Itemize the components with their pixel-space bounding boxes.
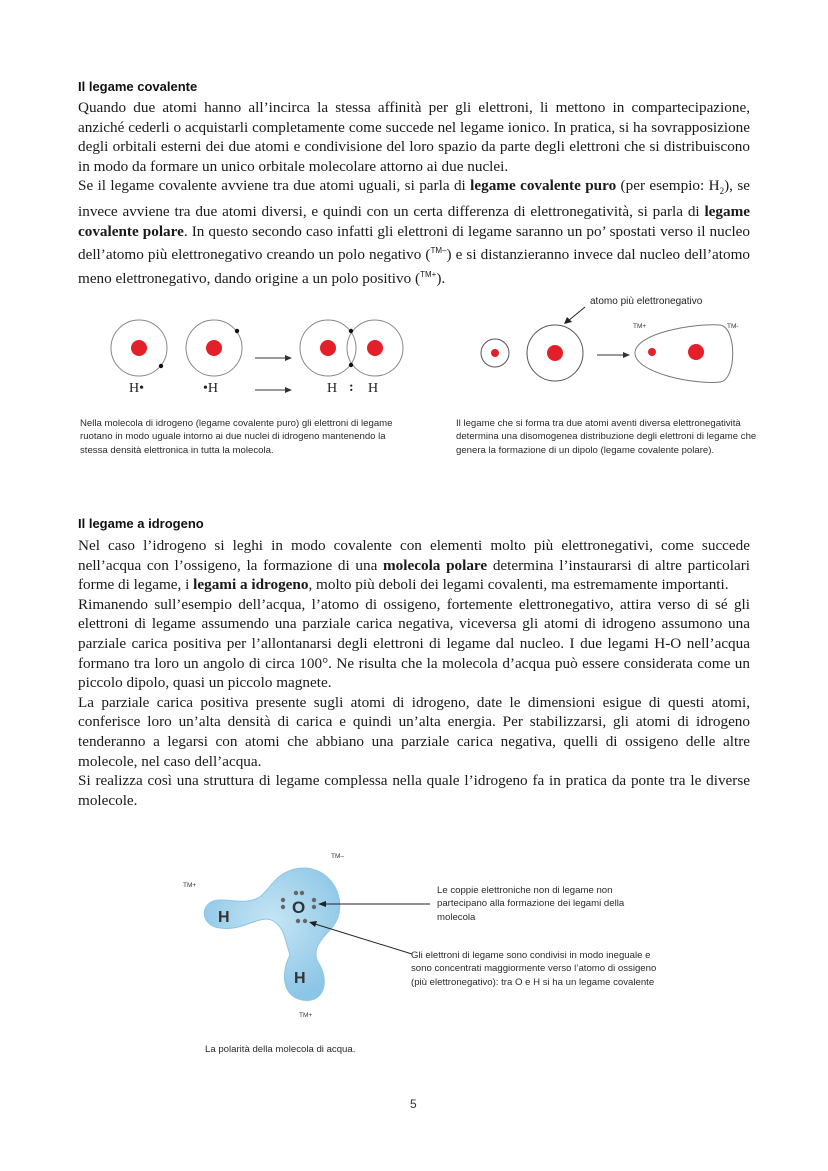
paragraph [78, 176, 750, 288]
text-run: determina l’instaurarsi di altre particolari forme di legame, i [78, 556, 750, 594]
polar-molecule [635, 325, 733, 383]
paragraph: Si realizza così una struttura di legame complessa nella quale l’idrogeno fa in pratica da ponte tra le diverse molecole. [78, 772, 750, 809]
large-atom [527, 325, 583, 381]
text-run: , molto più deboli dei legami covalenti, ma estremamente importanti. [308, 576, 729, 594]
section-body-covalent-bond [78, 98, 750, 289]
charge-label-h-bottom: TM+ [299, 1012, 313, 1019]
small-atom [481, 339, 509, 367]
polar-covalent-diagram [475, 295, 735, 395]
hydrogen-atom-left [111, 320, 167, 376]
atom-h-bottom: H [294, 970, 306, 987]
section-heading-covalent-bond: Il legame covalente [78, 79, 198, 94]
water-molecule-diagram [190, 850, 450, 1025]
text-run: Se il legame covalente avviene tra due atomi uguali, si parla di [78, 177, 471, 195]
paragraph: La parziale carica positiva presente sugli atomi di idrogeno, date le dimensioni esigue di questi atomi, conferisce loro un’alta densità di carica e quindi un’alta energia. Per stabilizzarsi, gli atomi di idrogeno tenderanno a legarsi con atomi che abbiano una parziale carica negativa, quelli di ossigeno delle altre molecole, nel caso dell’acqua. [78, 693, 750, 770]
figure-caption-hydrogen: Nella molecola di idrogeno (legame covalente puro) gli elettroni di legame ruotano in modo uguale intorno ai due nuclei di idrogeno mantenendo la stessa densità elettronica in tutta la molecola. [80, 418, 393, 456]
atom-o: O [292, 898, 306, 917]
annotation-bonding-electrons: Gli elettroni di legame sono condivisi in modo ineguale e sono concentrati maggiormente verso l’atomo di ossigeno (più elettronegativo): tra O e H si ha un legame covalente [411, 950, 657, 988]
formula-h-dot: H• [129, 381, 145, 396]
paragraph: Rimanendo sull’esempio dell’acqua, l’atomo di ossigeno, fortemente elettronegativo, attira verso di sé gli elettroni di legame assumendo una parziale carica negativa, viceversa gli atomi di idrogeno assumono una parziale carica positiva per l’allontanarsi degli elettroni di legame dal nucleo. I due legami H-O nell’acqua formano tra loro un angolo di circa 100°. Ne risulta che la molecola d’acqua può essere considerata come un piccolo dipolo, quasi un piccolo magnete. [78, 595, 750, 692]
subscript: 2 [719, 186, 725, 197]
formula-h2-h2: H [368, 381, 379, 396]
formula-h2-h1: H [327, 381, 338, 396]
bold-term: legame covalente puro [470, 177, 617, 195]
water-molecule-shape [204, 868, 340, 1000]
annotation-more-electronegative: atomo più elettronegativo [590, 296, 703, 307]
text-run: . In questo secondo caso infatti gli elettroni di legame saranno un po’ spostati verso il nucleo dell’atomo più elettronegativo creando un polo negativo ( [78, 222, 751, 264]
arrow-icon [253, 385, 293, 395]
section-body-hydrogen-bond [78, 536, 750, 810]
paragraph [78, 536, 750, 595]
charge-label-positive: TM+ [633, 323, 647, 330]
hydrogen-molecule [300, 320, 403, 376]
formula-h2-colon: : [349, 380, 354, 395]
annotation-arrow-icon [564, 307, 585, 324]
figure-caption-polar: Il legame che si forma tra due atomi aventi diversa elettronegatività determina una disomogenea distribuzione degli elettroni di legame che genera la formazione di un dipolo (legame covalente polare). [456, 418, 757, 456]
charge-label-h-left: TM+ [183, 882, 197, 889]
paragraph: Quando due atomi hanno all’incirca la stessa affinità per gli elettroni, li mettono in compartecipazione, anziché cederli o acquistarli completamente come succede nel legame ionico. In pratica, si ha sovrapposizione degli orbitali esterni dei due atomi e condivisione del loro spazio da parte degli elettroni che si distribuiscono in modo da formare un unico orbitale molecolare attorno ai due nuclei. [78, 99, 750, 175]
hydrogen-atom-right [186, 320, 242, 376]
text-run: ). [436, 269, 446, 287]
text-run: Nel caso l’idrogeno si leghi in modo covalente con elementi molto più elettronegativi, come succede nell’acqua con l’ossigeno, la formazione di una [78, 537, 750, 574]
text-run: ), se invece avviene tra due atomi diversi, e quindi con un certa differenza di elettronegatività, si parla di [78, 177, 750, 220]
bold-term: molecola polare [383, 556, 488, 574]
atom-h-left: H [218, 909, 230, 926]
bold-term: legami a idrogeno [193, 576, 309, 594]
text-run: (per esempio: H [616, 177, 720, 195]
figure-caption-water: La polarità della molecola di acqua. [205, 1044, 356, 1055]
annotation-nonbonding-pairs: Le coppie elettroniche non di legame non partecipano alla formazione dei legami della molecola [437, 885, 625, 923]
charge-label-o: TM– [331, 853, 344, 860]
superscript: TM+ [420, 269, 437, 279]
page-number: 5 [410, 1097, 417, 1111]
charge-label-negative: TM- [727, 323, 739, 330]
superscript: TM– [430, 246, 447, 256]
text-run: ) e si distanzieranno invece dal nucleo dell’atomo meno elettronegativo, dando origine a un polo positivo ( [78, 246, 750, 287]
arrow-icon [597, 352, 630, 358]
arrow-icon [255, 355, 292, 361]
formula-dot-h: •H [203, 381, 219, 396]
hydrogen-molecule-diagram [100, 300, 460, 390]
bold-term: legame covalente polare [78, 203, 750, 240]
section-heading-hydrogen-bond: Il legame a idrogeno [78, 516, 204, 531]
